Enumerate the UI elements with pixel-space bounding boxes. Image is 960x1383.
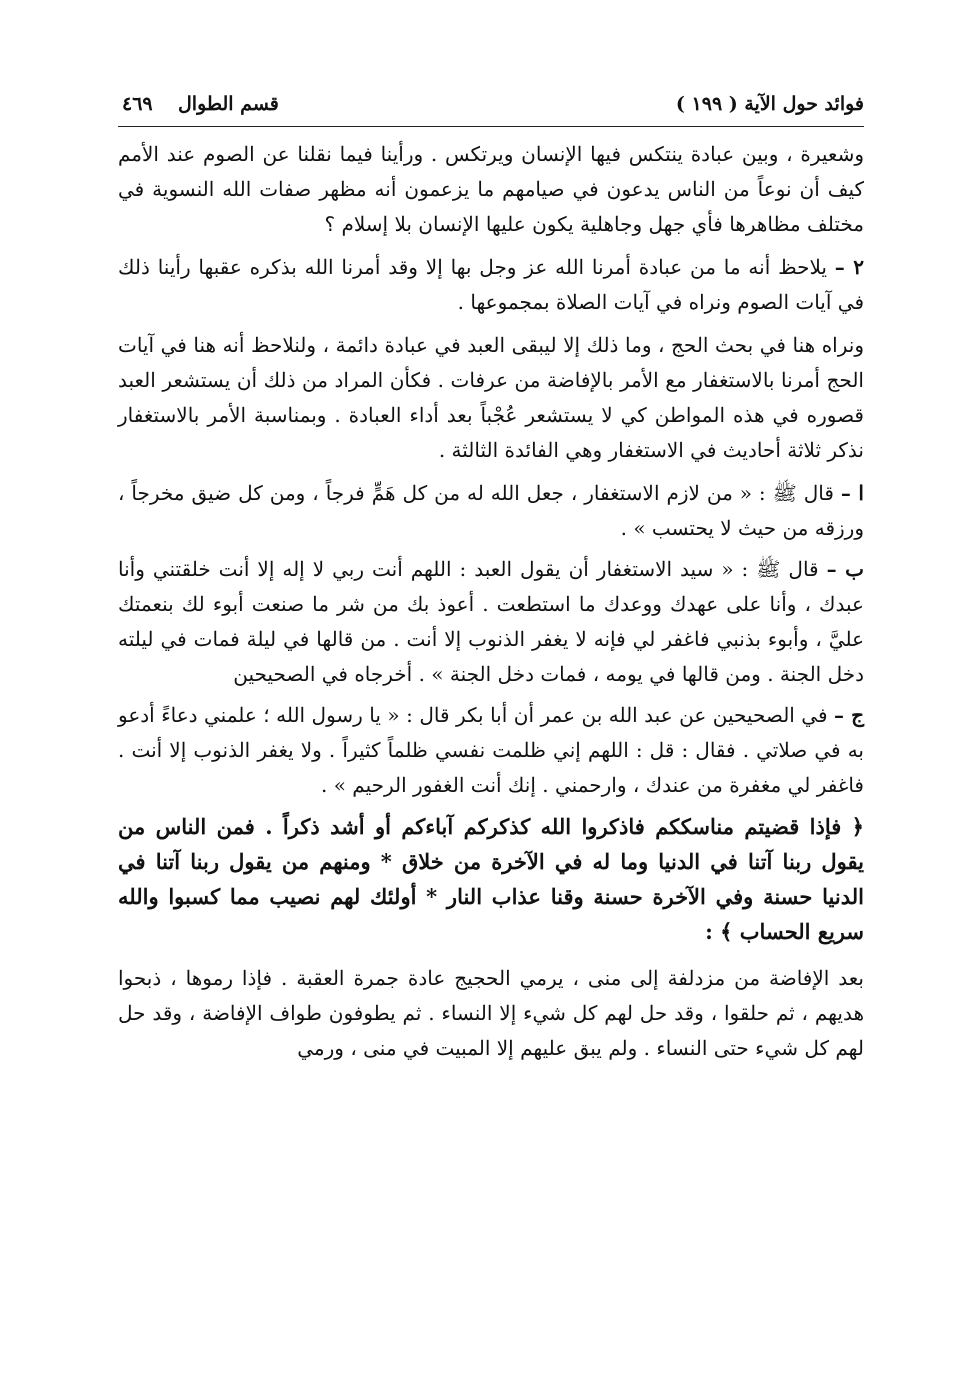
hadith-c-text: في الصحيحين عن عبد الله بن عمر أن أبا بكر قال : « يا رسول الله ؛ علمني دعاءً أدعو به في صلاتي . فقال : قل : اللهم إني ظلمت نفسي ظلماً كثيراً . ولا يغفر الذنوب إلا أنت . فاغفر لي مغفرة من عندك ، وارحمني . إنك أنت الغفور الرحيم » . — [118, 703, 864, 797]
item-marker: ا – — [840, 481, 864, 505]
paragraph-3: ونراه هنا في بحث الحج ، وما ذلك إلا ليبقى العبد في عبادة دائمة ، ولنلاحظ أنه هنا في آيات الحج أمرنا بالاستغفار مع الأمر بالإفاضة من عرفات . فكأن المراد من ذلك أن يستشعر العبد قصوره في هذه المواطن كي لا يستشعر عُجْباً بعد أداء العبادة . وبمناسبة الأمر بالاستغفار نذكر ثلاثة أحاديث في الاستغفار وهي الفائدة الثالثة . — [118, 333, 864, 462]
page-number: ٤٦٩ — [122, 93, 153, 115]
hadith-c — [118, 698, 864, 803]
item-marker: ج – — [834, 703, 864, 727]
header-divider — [118, 126, 864, 127]
hadith-b — [118, 552, 864, 692]
paragraph-2-text: يلاحظ أنه ما من عبادة أمرنا الله عز وجل بها إلا وقد أمرنا الله بذكره عقبها رأينا ذلك في آيات الصوم ونراه في آيات الصلاة بمجموعها . — [118, 255, 864, 314]
hadith-b-text: قال ﷺ : « سيد الاستغفار أن يقول العبد : اللهم أنت ربي لا إله إلا أنت خلقتني وأنا عبدك ، وأنا على عهدك ووعدك ما استطعت . أعوذ بك من شر ما صنعت أبوء لك بنعمتك عليَّ ، وأبوء بذنبي فاغفر لي فإنه لا يغفر الذنوب إلا أنت . من قالها في ليلة فمات في ليلته دخل الجنة . ومن قالها في يومه ، فمات دخل الجنة » . أخرجاه في الصحيحين — [118, 557, 864, 686]
book-page — [118, 84, 864, 1074]
section-name: قسم الطوال — [178, 93, 279, 115]
hadith-a — [118, 476, 864, 546]
paragraph-2 — [118, 250, 864, 320]
item-marker: ب – — [826, 557, 864, 581]
hadith-a-text: قال ﷺ : « من لازم الاستغفار ، جعل الله له من كل هَمٍّ فرجاً ، ومن كل ضيق مخرجاً ، ورزقه من حيث لا يحتسب » . — [118, 481, 864, 540]
paragraph-7: بعد الإفاضة من مزدلفة إلى منى ، يرمي الحجيج عادة جمرة العقبة . فإذا رموها ، ذبحوا هديهم ، ثم حلقوا ، وقد حل لهم كل شيء إلا النساء . ثم يطوفون طواف الإفاضة ، وقد حل لهم كل شيء حتى النساء . ولم يبق عليهم إلا المبيت في منى ، ورمي — [118, 966, 864, 1060]
paragraph-1: وشعيرة ، وبين عبادة ينتكس فيها الإنسان ويرتكس . ورأينا فيما نقلنا عن الصوم عند الأمم كيف أن نوعاً من الناس يدعون في صيامهم ما يزعمون أنه مظهر صفات الله النسوية في مختلف مظاهرها فأي جهل وجاهلية يكون عليها الإنسان بلا إسلام ؟ — [118, 142, 864, 236]
quran-verse: ﴿ فإذا قضيتم مناسككم فاذكروا الله كذكركم آباءكم أو أشد ذكراً . فمن الناس من يقول ربنا آتنا في الدنيا وما له في الآخرة من خلاق * ومنهم من يقول ربنا آتنا في الدنيا حسنة وفي الآخرة حسنة وقنا عذاب النار * أولئك لهم نصيب مما كسبوا والله سريع الحساب ﴾ : — [118, 814, 864, 944]
running-title: فوائد حول الآية ( ١٩٩ ) — [675, 93, 864, 115]
page-header — [118, 84, 864, 124]
item-marker: ٢ – — [834, 255, 864, 279]
